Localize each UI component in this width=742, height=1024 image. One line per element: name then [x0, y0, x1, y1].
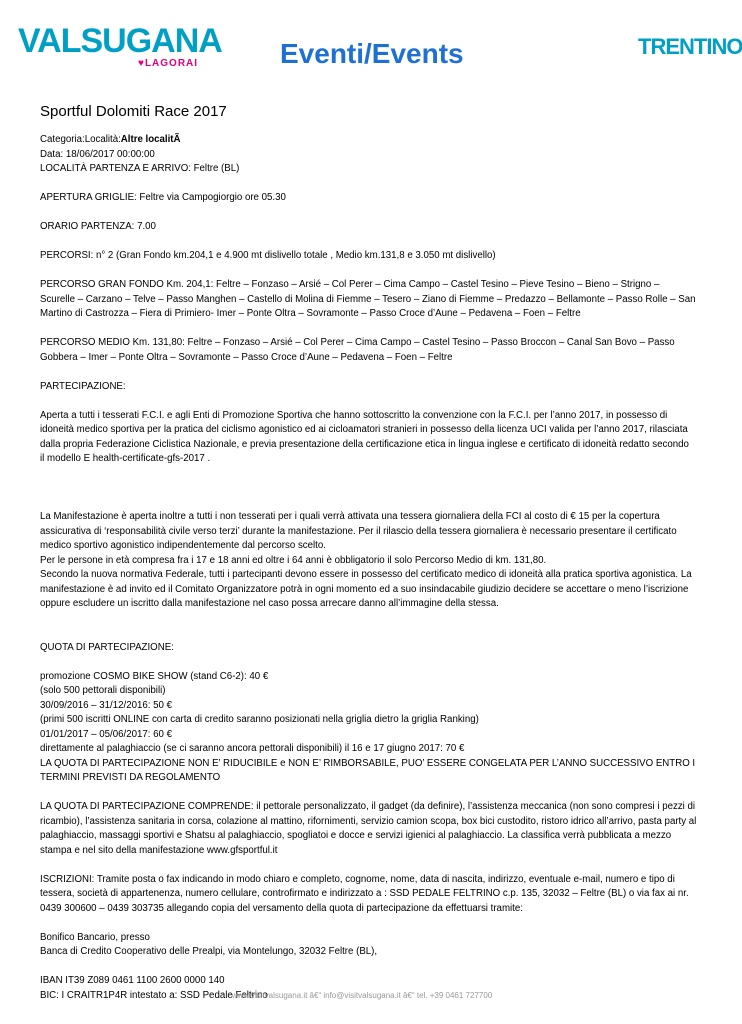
text-line: La Manifestazione è aperta inoltre a tutti i non tesserati per i quali verrà attivata una tessera giornaliera della FCI al costo di € 15 per la copertura: [40, 511, 660, 522]
text-line: il modello E health-certificate-gfs-2017 .: [40, 453, 211, 464]
text-line: (primi 500 iscritti ONLINE con carta di credito saranno posizionati nella griglia dietro la griglia Ranking): [40, 714, 479, 725]
text-line: (solo 500 pettorali disponibili): [40, 685, 166, 696]
trentino-logo[interactable]: [638, 34, 742, 64]
lagorai-logo-text: [138, 58, 198, 69]
text-line: 30/09/2016 – 31/12/2016: 50 €: [40, 699, 172, 711]
text-line: APERTURA GRIGLIE: Feltre via Campogiorgio ore 05.30: [40, 192, 286, 203]
text-line: Bonifico Bancario, presso: [40, 931, 150, 943]
text-line: 0439 300600 – 0439 303735 allegando copia del versamento della quota di partecipazione da effettuarsi tramite:: [40, 902, 523, 914]
lagorai-label: LAGORAI: [144, 58, 199, 69]
text-line: LA QUOTA DI PARTECIPAZIONE NON E’ RIDUCIBILE e NON E’ RIMBORSABILE, PUO’ ESSERE CONGELATA PER L’ANNO SUCCESSIVO ENTRO I: [40, 757, 696, 769]
text-line: 01/01/2017 – 05/06/2017: 60 €: [40, 728, 172, 740]
text-line: BIC: I CRAITR1P4R intestato a: SSD Pedale Feltrino: [40, 989, 268, 1001]
event-body: [40, 133, 720, 1003]
text-line: tessera, società di appartenenza, numero cellulare, controfirmato e indirizzato a : SSD PEDALE FELTRINO c.p. 135, 32032 – Feltre (BL) o via fax ai nr.: [40, 888, 689, 899]
text-line: Martino di Castrozza – Fiera di Primiero- Imer – Ponte Oltra – Sovramonte – Passo Croce d’Aune – Pedavena – Foen – Feltre: [40, 308, 581, 319]
event-title: Sportful Dolomiti Race 2017: [40, 103, 227, 120]
valsugana-logo-text: VALSUGANA: [18, 22, 222, 60]
text-line: idoneità medico sportiva per la pratica del ciclismo agonistico ed ai cicloamatori stranieri in possesso della licenza UCI valida per l’anno 2017, rilasciata: [40, 424, 688, 435]
text-line: medico sportivo agonistico indipendentemente dal percorso scelto.: [40, 540, 326, 551]
page-footer: www.visitvalsugana.it â€“ info@visitvalsugana.it â€“ tel. +39 0461 727700: [231, 991, 493, 1000]
text-line: promozione COSMO BIKE SHOW (stand C6-2): 40 €: [40, 670, 269, 682]
text-line: Secondo la nuova normativa Federale, tutti i partecipanti devono essere in possesso del certificato medico di idoneità alla pratica sportiva agonistica. La: [40, 569, 692, 580]
trentino-logo-text: TRENTINO: [638, 34, 742, 59]
valsugana-logo[interactable]: [18, 22, 222, 74]
text-line: PERCORSI: n° 2 (Gran Fondo km.204,1 e 4.900 mt dislivello totale , Medio km.131,8 e 3.050 mt dislivello): [40, 250, 496, 261]
page-title: Eventi/Events: [280, 38, 464, 69]
text-line: Per le persone in età compresa fra i 17 e 18 anni ed oltre i 64 anni è obbligatorio il solo Percorso Medio di km. 131,80.: [40, 554, 547, 566]
text-line: ricambio), l’assistenza sanitaria in corsa, colazione al mattino, rifornimenti, servizio camion scopa, box bici custodito, ristoro idrico all’arrivo, pasta party al: [40, 815, 697, 827]
heart-icon: ♥: [138, 58, 145, 69]
text-line: ISCRIZIONI: Tramite posta o fax indicando in modo chiaro e completo, cognome, nome, data di nascita, indirizzo, eventuale e-mail, numero e tipo di: [40, 873, 675, 885]
text-line: Gobbera – Imer – Ponte Oltra – Sovramonte – Passo Croce d’Aune – Pedavena – Foen – Feltre: [40, 351, 453, 363]
text-line: dalla propria Federazione Ciclistica Nazionale, e previa presentazione della certificazione etica in lingua inglese e certificato di idoneità redatto secondo: [40, 438, 689, 450]
text-line: PARTECIPAZIONE:: [40, 380, 126, 392]
text-line: Scurelle – Carzano – Telve – Passo Manghen – Castello di Molina di Fiemme – Tesero – Ziano di Fiemme – Predazzo – Bellamonte – Passo Rolle – San: [40, 293, 696, 305]
text-line: PERCORSO MEDIO Km. 131,80: Feltre – Fonzaso – Arsié – Col Perer – Cima Campo – Castel Tesino – Passo Broccon – Canal San Bovo – Passo: [40, 337, 675, 348]
text-line: assicurativa di ‘responsabilità civile verso terzi’ durante la manifestazione. Per il rilascio della tessera giornaliera è necessario presentare il certificato: [40, 525, 677, 537]
text-line: palaghiaccio, massaggi sportivi e Shatsu al palaghiaccio, spogliatoi e docce e servizi igienici al palaghiaccio. La classifica verrà pubblicata a mezzo: [40, 830, 672, 841]
text-line: QUOTA DI PARTECIPAZIONE:: [40, 641, 174, 653]
text-line: LA QUOTA DI PARTECIPAZIONE COMPRENDE: il pettorale personalizzato, il gadget (da definire), l’assistenza meccanica (non sono compresi i pezzi di: [40, 801, 696, 812]
text-line: PERCORSO GRAN FONDO Km. 204,1: Feltre – Fonzaso – Arsié – Col Perer – Cima Campo – Castel Tesino – Pieve Tesino – Bieno – Strigno –: [40, 279, 660, 290]
text-line: ORARIO PARTENZA: 7.00: [40, 221, 156, 232]
category-label: Categoria:Località:: [40, 134, 121, 145]
text-line: manifestazione è ad invito ed il Comitato Organizzatore potrà in ogni momento ed a suo insindacabile giudizio decidere se accettare o meno l’iscrizione: [40, 583, 689, 595]
text-line: direttamente al palaghiaccio (se ci saranno ancora pettorali disponibili) il 16 e 17 giugno 2017: 70 €: [40, 743, 465, 754]
event-location: LOCALITÀ PARTENZA E ARRIVO: Feltre (BL): [40, 163, 240, 174]
text-line: stampa e nel sito della manifestazione www.gfsportful.it: [40, 844, 278, 856]
category-value: Altre localitÃ: [120, 134, 181, 145]
text-line: IBAN IT39 Z089 0461 1100 2600 0000 140: [40, 975, 225, 986]
event-date: Data: 18/06/2017 00:00:00: [40, 148, 155, 160]
text-line: oppure escludere un iscritto dalla manifestazione nel caso possa arrecare danno all’immagine della stessa.: [40, 598, 499, 609]
text-line: TERMINI PREVISTI DA REGOLAMENTO: [40, 772, 221, 783]
text-line: Aperta a tutti i tesserati F.C.I. e agli Enti di Promozione Sportiva che hanno sottoscritto la convenzione con la F.C.I. per l’anno 2017, in possesso di: [40, 409, 668, 421]
text-line: Banca di Credito Cooperativo delle Prealpi, via Montelungo, 32032 Feltre (BL),: [40, 946, 378, 957]
event-category: [40, 133, 720, 148]
